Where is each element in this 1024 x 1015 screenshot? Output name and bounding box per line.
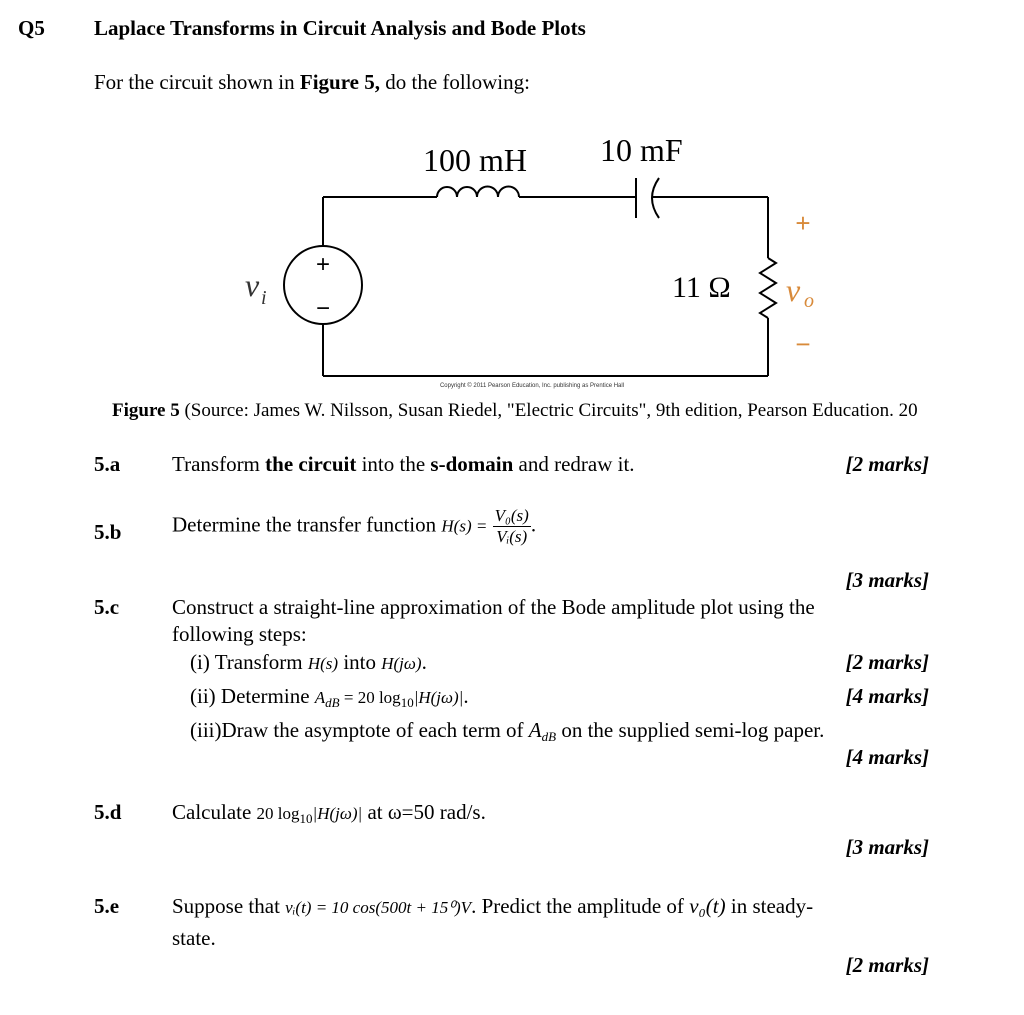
- question-title: Laplace Transforms in Circuit Analysis and Bode Plots: [94, 16, 586, 40]
- step3-a: A: [528, 718, 542, 742]
- step2-pre: (ii) Determine: [190, 684, 315, 708]
- part-a-bold1: the circuit: [265, 452, 357, 476]
- part-b-text-pre: Determine the transfer function: [172, 512, 442, 537]
- output-plus: +: [795, 208, 811, 238]
- part-b-label: 5.b: [94, 520, 122, 544]
- resistor-label: 11 Ω: [672, 271, 731, 304]
- part-c-step3: [190, 718, 824, 745]
- part-c-step2-marks: [4 marks]: [845, 684, 929, 708]
- part-e-post2: in steady-: [725, 894, 814, 918]
- part-e-line2: state.: [172, 926, 216, 950]
- circuit-figure: [0, 130, 1024, 400]
- inductor-symbol: [437, 187, 519, 198]
- source-plus: +: [315, 251, 331, 278]
- step1-mid: into: [338, 650, 382, 674]
- copyright-text: Copyright © 2011 Pearson Education, Inc. publishing as Prentice Hall: [439, 383, 625, 389]
- part-b-func: H(s) =: [441, 516, 488, 536]
- caption-label: Figure 5: [112, 400, 180, 421]
- step1-end: .: [421, 650, 427, 674]
- step1-math1: H(s): [307, 654, 339, 673]
- part-c-step1: [190, 650, 427, 675]
- part-e-expr: vᵢ(t) = 10 cos(500t + 15⁰)V: [285, 898, 472, 917]
- part-b-marks: [3 marks]: [845, 568, 929, 592]
- source-label: v: [245, 267, 260, 303]
- fraction-denominator: Vᵢ(s): [496, 527, 528, 546]
- part-a-marks: [2 marks]: [845, 452, 929, 476]
- part-d-post: at ω=50 rad/s.: [362, 800, 486, 824]
- part-c-label: 5.c: [94, 595, 120, 619]
- capacitor-label: 10 mF: [600, 132, 683, 168]
- intro-post: do the following:: [380, 70, 530, 94]
- step1-pre: (i) Transform: [190, 650, 308, 674]
- step2-log-sub: 10: [400, 695, 414, 710]
- part-c-step2: [190, 684, 469, 711]
- part-c-step1-marks: [2 marks]: [845, 650, 929, 674]
- part-e-text: [172, 894, 813, 919]
- part-a-text-mid: into the: [356, 452, 431, 476]
- part-a-bold2: s-domain: [430, 452, 514, 476]
- step3-post: on the supplied semi-log paper.: [556, 718, 825, 742]
- part-d-text: [172, 800, 486, 827]
- step3-a-sub: dB: [541, 729, 557, 744]
- resistor-symbol: [760, 258, 776, 318]
- intro-figure-ref: Figure 5,: [299, 70, 380, 94]
- step2-eq: = 20 log: [339, 688, 401, 707]
- part-e-vo: v₀(t): [689, 894, 726, 918]
- part-d-expr: 20 log: [256, 804, 300, 823]
- part-b-end: .: [530, 512, 537, 537]
- question-number: Q5: [18, 16, 45, 40]
- part-d-label: 5.d: [94, 800, 122, 824]
- inductor-label: 100 mH: [423, 142, 527, 178]
- figure-caption: [112, 400, 918, 422]
- part-b-text: [172, 506, 536, 547]
- part-a-text-pre: Transform: [172, 452, 266, 476]
- part-e-marks: [2 marks]: [845, 953, 929, 977]
- part-d-pre: Calculate: [172, 800, 257, 824]
- question-intro: [94, 70, 530, 95]
- caption-text: (Source: James W. Nilsson, Susan Riedel, "Electric Circuits", 9th edition, Pearson Education. 20: [179, 400, 918, 421]
- part-a-text: [172, 452, 635, 477]
- step3-pre: (iii)Draw the asymptote of each term of: [190, 718, 529, 742]
- part-d-abs: |H(jω)|: [312, 804, 363, 823]
- part-c-line2: following steps:: [172, 622, 307, 646]
- output-label: v: [786, 272, 801, 308]
- step2-a-sub: dB: [325, 695, 340, 710]
- step1-math2: H(jω): [381, 654, 422, 673]
- source-minus: −: [315, 295, 331, 322]
- part-c-step3-marks: [4 marks]: [845, 745, 929, 769]
- source-sub: i: [261, 287, 267, 309]
- part-e-pre: Suppose that: [172, 894, 286, 918]
- part-a-label: 5.a: [94, 452, 121, 476]
- part-c-line1: Construct a straight-line approximation of the Bode amplitude plot using the: [172, 595, 815, 619]
- step2-abs: |H(jω)|: [413, 688, 464, 707]
- step2-a: A: [314, 688, 326, 707]
- transfer-fraction: [493, 506, 531, 547]
- part-e-post: . Predict the amplitude of: [471, 894, 690, 918]
- part-e-label: 5.e: [94, 894, 120, 918]
- part-d-marks: [3 marks]: [845, 835, 929, 859]
- part-d-log-sub: 10: [299, 811, 313, 826]
- output-minus: −: [795, 329, 811, 359]
- fraction-numerator: V₀(s): [494, 506, 529, 525]
- intro-pre: For the circuit shown in: [94, 70, 300, 94]
- step2-end: .: [463, 684, 469, 708]
- part-a-text-post: and redraw it.: [513, 452, 635, 476]
- output-sub: o: [804, 290, 814, 312]
